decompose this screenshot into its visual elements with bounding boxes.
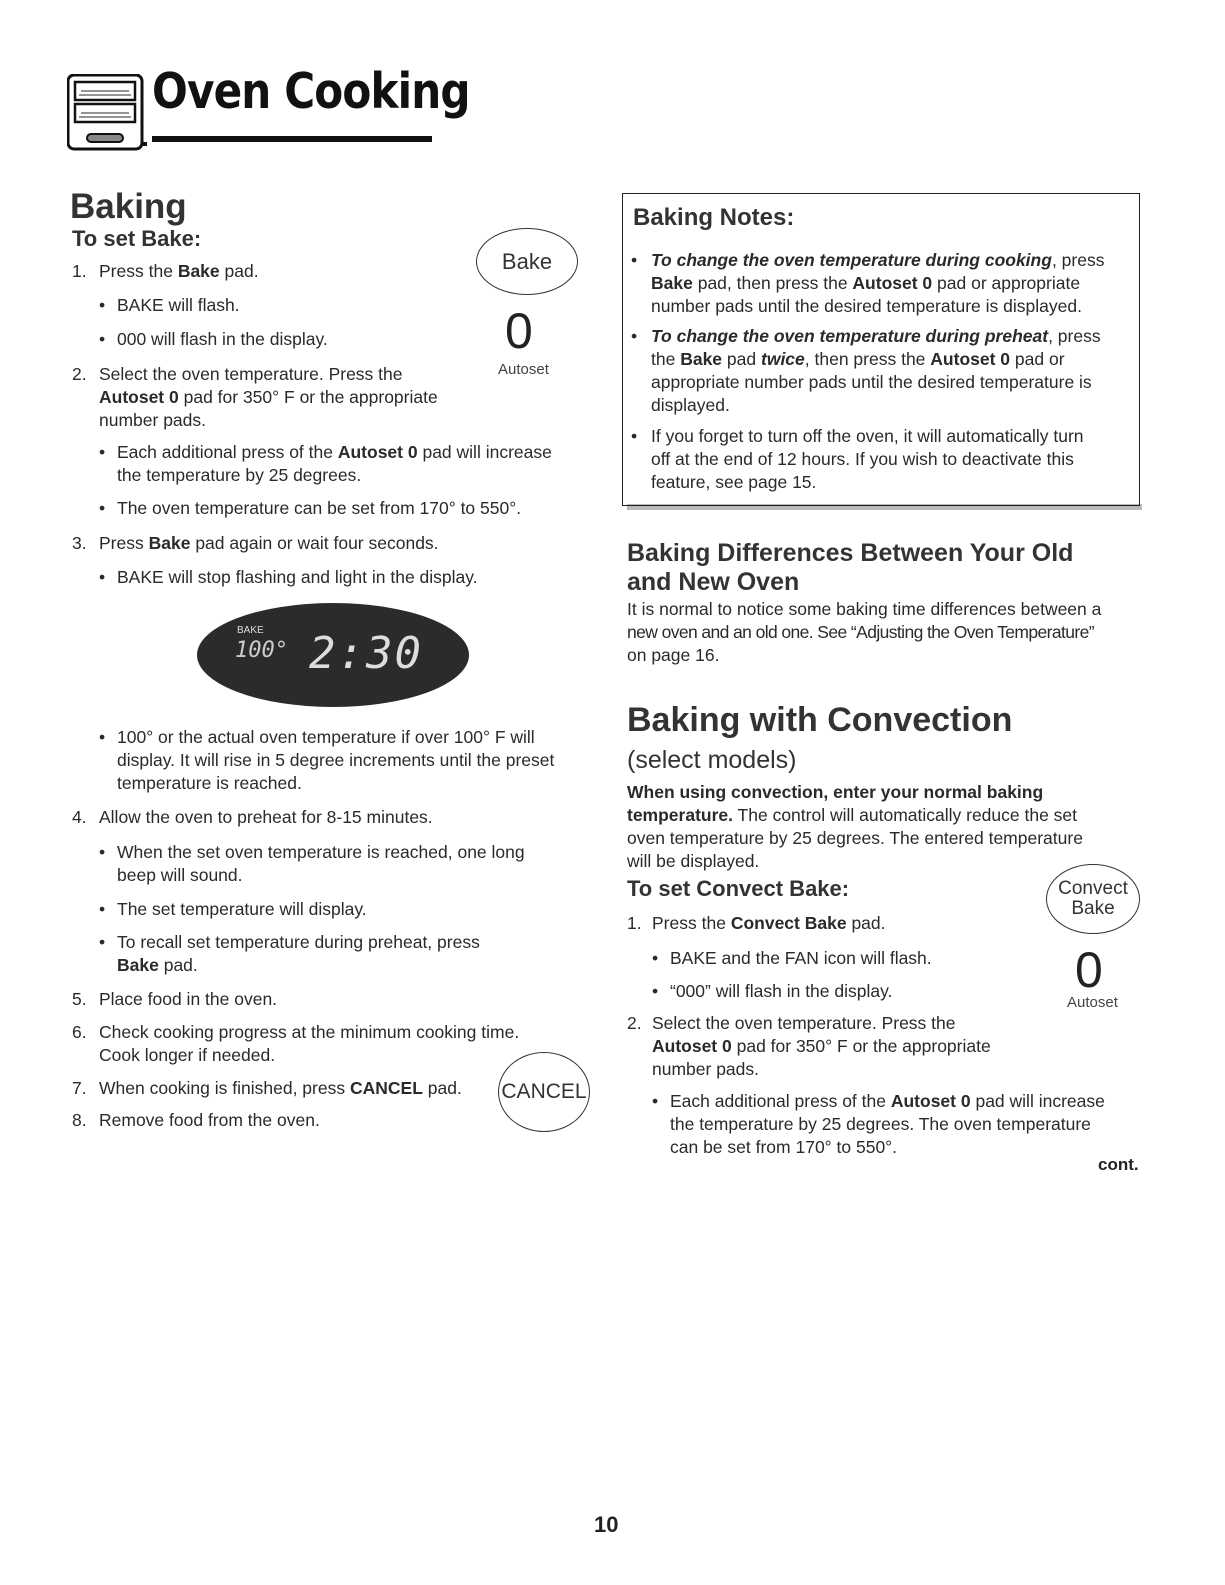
convect-additional-press-bullet: • Each additional press of the Autoset 0 pad will increase the temperature by 25 degrees. The oven temperature can be set from 170° to 550°. (652, 1091, 1105, 1157)
baking-notes-title: Baking Notes: (633, 204, 795, 231)
beep-bullet: • When the set oven temperature is reached, one long beep will sound. (99, 842, 525, 885)
fan-flash-bullet: • BAKE and the FAN icon will flash. (652, 948, 932, 968)
cancel-pad-icon (498, 1052, 590, 1132)
page-number: 10 (594, 1512, 619, 1537)
autoset-label: Autoset (498, 361, 549, 378)
baking-notes-box (622, 193, 1140, 506)
convection-intro: When using convection, enter your normal baking temperature. The control will automatically reduce the set oven temperature by 25 degrees. The entered temperature will be displayed. (627, 782, 1083, 871)
baking-differences-text: It is normal to notice some baking time differences between a new oven and an old one. See “Adjusting the Oven Temperature” on page 16. (627, 599, 1102, 665)
convection-title: Baking with Convection (627, 701, 1013, 739)
step-2: 2. Select the oven temperature. Press the Autoset 0 pad for 350° F or the appropriate number pads. (72, 364, 438, 430)
step-6: 6. Check cooking progress at the minimum cooking time. Cook longer if needed. (72, 1022, 520, 1065)
bake-flash-bullet: • BAKE will flash. (99, 295, 240, 315)
convect-bake-pad-icon (1046, 864, 1140, 934)
autoset-zero-digit: 0 (505, 303, 533, 359)
convect-pad-label: Convect (1058, 878, 1128, 899)
to-set-bake-heading: To set Bake: (72, 226, 202, 251)
additional-press-bullet: • Each additional press of the Autoset 0 pad will increase the temperature by 25 degrees. (99, 442, 552, 485)
step-1: 1. Press the Bake pad. (72, 261, 259, 281)
step-5: 5. Place food in the oven. (72, 989, 278, 1009)
recall-bullet: • To recall set temperature during preheat, press Bake pad. (99, 932, 480, 975)
baking-title: Baking (70, 187, 187, 226)
note-3: • If you forget to turn off the oven, it will automatically turn off at the end of 12 hours. If you wish to deactivate this feature, see page 15. (631, 426, 1084, 492)
convect-autoset-label: Autoset (1067, 994, 1118, 1011)
temp-100-bullet: • 100° or the actual oven temperature if over 100° F will display. It will rise in 5 degree increments until the preset temperature is reached. (99, 727, 555, 793)
convect-step-2: 2. Select the oven temperature. Press the Autoset 0 pad for 350° F or the appropriate number pads. (627, 1013, 991, 1079)
convect-step-1: 1. Press the Convect Bake pad. (627, 913, 886, 933)
to-set-convect-bake-heading: To set Convect Bake: (627, 876, 850, 901)
convect-bake-pad-label: Bake (1071, 898, 1115, 919)
display-temperature: 100° (235, 638, 288, 663)
note-1: • To change the oven temperature during cooking, press Bake pad, then press the Autoset 0 pad or appropriate number pads until the desired temperature is displayed. (631, 250, 1105, 316)
oven-icon (67, 74, 147, 159)
continued-label: cont. (1098, 1155, 1139, 1174)
convect-autoset-zero-digit: 0 (1075, 942, 1103, 998)
set-temp-bullet: • The set temperature will display. (99, 899, 367, 919)
cancel-pad-label: CANCEL (501, 1080, 587, 1103)
baking-differences-title: Baking Differences Between Your Old and New Oven (627, 539, 1074, 596)
control-display (197, 603, 469, 707)
step-4: 4. Allow the oven to preheat for 8-15 minutes. (72, 807, 433, 827)
bake-pad-label: Bake (501, 248, 553, 274)
display-time: 2:30 (309, 628, 423, 679)
note-2: • To change the oven temperature during preheat, press the Bake pad twice, then press the Autoset 0 pad or appropriate number pads until the desired temperature is displayed. (631, 326, 1101, 415)
zeros-flash-bullet: • 000 will flash in the display. (99, 329, 328, 349)
stop-flash-bullet: • BAKE will stop flashing and light in the display. (99, 567, 478, 587)
convect-zeros-bullet: • “000” will flash in the display. (652, 981, 893, 1001)
step-3: 3. Press Bake pad again or wait four seconds. (72, 533, 439, 553)
page-header-title: Oven Cooking (152, 63, 470, 120)
step-8: 8. Remove food from the oven. (72, 1110, 320, 1130)
step-7: 7. When cooking is finished, press CANCEL pad. (72, 1078, 462, 1098)
convection-subtitle: (select models) (627, 746, 797, 774)
temp-range-bullet: • The oven temperature can be set from 170° to 550°. (99, 498, 522, 518)
display-bake-label: BAKE (237, 625, 264, 636)
header-rule (152, 136, 432, 142)
